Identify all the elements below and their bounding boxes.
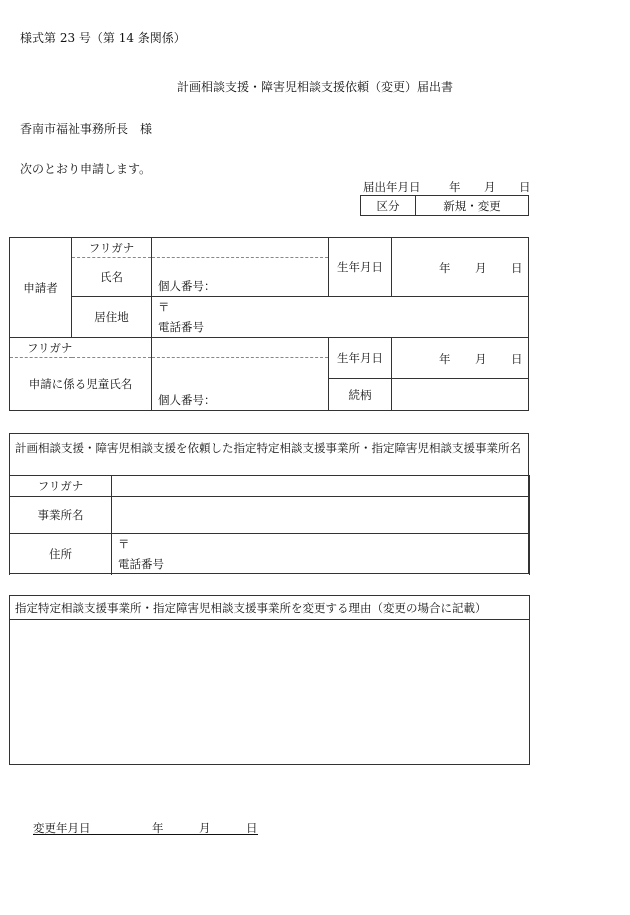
furigana-label: フリガナ bbox=[72, 238, 152, 258]
relationship-field[interactable] bbox=[392, 379, 529, 411]
address-field[interactable] bbox=[152, 297, 529, 338]
address-label: 居住地 bbox=[72, 297, 152, 338]
phone-label: 電話番号 bbox=[158, 320, 204, 334]
child-furigana-field[interactable] bbox=[152, 338, 329, 358]
child-furigana-label: フリガナ bbox=[10, 338, 152, 358]
office-name-label: 事業所名 bbox=[10, 497, 112, 534]
name-label: 氏名 bbox=[72, 258, 152, 297]
office-address-field[interactable] bbox=[112, 534, 530, 575]
change-date-month: 月 bbox=[199, 821, 211, 835]
child-birthdate-day: 日 bbox=[511, 352, 523, 366]
category-value[interactable]: 新規・変更 bbox=[416, 196, 529, 216]
addressee: 香南市福祉事務所長 様 bbox=[20, 122, 153, 136]
birthdate-field[interactable] bbox=[392, 238, 529, 297]
office-postal-mark: 〒 bbox=[118, 537, 130, 552]
category-label: 区分 bbox=[361, 196, 416, 216]
child-birthdate-year: 年 bbox=[439, 352, 451, 366]
submission-year: 年 bbox=[449, 180, 461, 194]
birthdate-month: 月 bbox=[475, 261, 487, 275]
office-section bbox=[9, 433, 529, 574]
applicant-label: 申請者 bbox=[10, 238, 72, 338]
child-name-label: 申請に係る児童氏名 bbox=[10, 358, 152, 411]
birthdate-label: 生年月日 bbox=[329, 238, 392, 297]
child-birthdate-month: 月 bbox=[475, 352, 487, 366]
child-birthdate-label: 生年月日 bbox=[329, 338, 392, 379]
office-table bbox=[9, 475, 530, 575]
name-field[interactable] bbox=[152, 258, 329, 297]
postal-mark: 〒 bbox=[158, 300, 170, 314]
child-personal-number-label: 個人番号： bbox=[158, 393, 216, 407]
change-date-label: 変更年月日 bbox=[33, 821, 91, 835]
office-phone-label: 電話番号 bbox=[118, 557, 164, 572]
furigana-field[interactable] bbox=[152, 238, 329, 258]
applicant-table bbox=[9, 237, 529, 411]
office-furigana-label: フリガナ bbox=[10, 476, 112, 497]
personal-number-label: 個人番号： bbox=[158, 279, 216, 293]
child-birthdate-field[interactable] bbox=[392, 338, 529, 379]
submission-date-label: 届出年月日 bbox=[363, 180, 421, 194]
intro-text: 次のとおり申請します。 bbox=[20, 162, 152, 176]
reason-section bbox=[9, 595, 530, 765]
office-name-field[interactable] bbox=[112, 497, 530, 534]
office-heading: 計画相談支援・障害児相談支援を依頼した指定特定相談支援事業所・指定障害児相談支援事業所名 bbox=[15, 441, 521, 455]
submission-day: 日 bbox=[519, 180, 531, 194]
reason-heading: 指定特定相談支援事業所・指定障害児相談支援事業所を変更する理由（変更の場合に記載） bbox=[15, 601, 487, 615]
birthdate-day: 日 bbox=[511, 261, 523, 275]
office-furigana-field[interactable] bbox=[112, 476, 530, 497]
page-title: 計画相談支援・障害児相談支援依頼（変更）届出書 bbox=[176, 80, 453, 94]
submission-month: 月 bbox=[484, 180, 496, 194]
form-number: 様式第 23 号（第 14 条関係） bbox=[20, 31, 186, 45]
birthdate-year: 年 bbox=[439, 261, 451, 275]
child-name-field[interactable] bbox=[152, 358, 329, 411]
category-box bbox=[360, 195, 529, 216]
reason-field[interactable] bbox=[10, 620, 529, 764]
relationship-label: 続柄 bbox=[329, 379, 392, 411]
office-address-label: 住所 bbox=[10, 534, 112, 575]
change-date-year: 年 bbox=[152, 821, 164, 835]
change-date-day: 日 bbox=[246, 821, 258, 835]
